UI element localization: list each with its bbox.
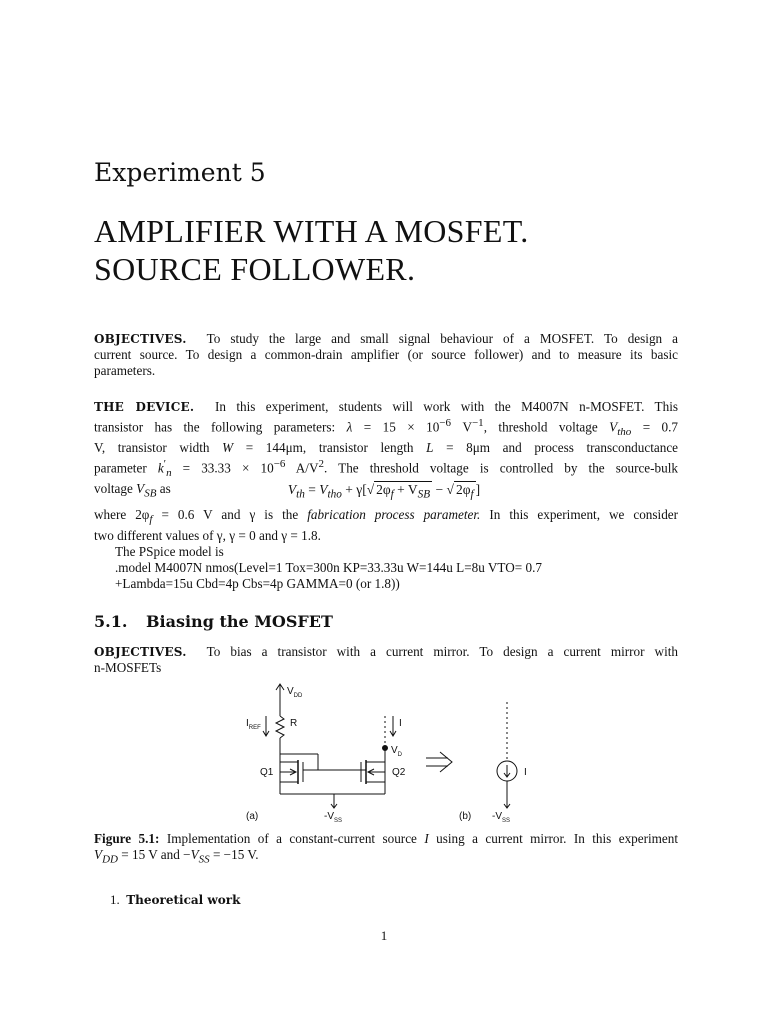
pspice-line-2: +Lambda=15u Cbd=4p Cbs=4p GAMMA=0 (or 1.8))	[115, 575, 400, 591]
threshold-equation	[0, 482, 768, 501]
chapter-title-line-2: SOURCE FOLLOWER.	[94, 251, 416, 287]
source-label: I	[524, 767, 527, 778]
q2-label: Q2	[392, 767, 406, 778]
after-eq-line-2: two different values of γ, γ = 0 and γ = 1.8.	[94, 527, 321, 543]
k-subscript: n	[166, 467, 172, 480]
eq-lhs-sub: th	[296, 488, 305, 501]
resistor-icon	[276, 716, 284, 738]
caption-text-3: = 15 V and −	[121, 847, 191, 862]
device-text-5: voltage	[94, 481, 133, 497]
vsb-symbol: V	[136, 481, 145, 497]
eq-close: ]	[475, 482, 481, 497]
l-symbol: L	[426, 440, 434, 456]
device-text-4: parameter	[94, 460, 147, 476]
objectives-text-1: To study the large and small signal behaviour of a MOSFET. To design a	[206, 331, 678, 346]
caption-text-2: using a current mirror. In this experiment	[436, 831, 679, 846]
q1-label: Q1	[260, 767, 274, 778]
eq-radical-2	[454, 481, 476, 501]
device-line-2	[94, 415, 678, 440]
objectives-paragraph	[94, 331, 678, 379]
caption-i-symbol: I	[424, 831, 429, 846]
vss-b-label: $-V_{SS}$	[492, 811, 511, 824]
eq-rad1-a: 2φ	[376, 482, 391, 497]
k-prime: ′	[163, 458, 167, 471]
k-exponent: −6	[273, 458, 286, 471]
list-number: 1.	[110, 892, 120, 907]
after-eq-sub: f	[149, 513, 153, 526]
device-text-2: transistor has the following parameters:	[94, 419, 336, 435]
lambda-unit-exponent: −1	[471, 417, 484, 429]
vth-symbol: V	[609, 419, 618, 435]
vth-text: , threshold voltage	[483, 419, 598, 435]
pspice-intro: The PSpice model is	[115, 543, 224, 559]
sqrt-icon: √	[446, 482, 454, 497]
section-heading	[94, 612, 333, 631]
caption-line-1	[94, 831, 678, 847]
k-unit: A/V	[295, 460, 319, 476]
section-objectives-lead: OBJECTIVES.	[94, 645, 187, 659]
k-unit-exponent: 2	[318, 458, 324, 471]
after-eq-line-1	[94, 507, 678, 528]
device-line-1	[94, 399, 678, 415]
device-line-4	[94, 456, 678, 481]
section-objectives-line-1	[94, 644, 678, 660]
lambda-symbol: λ	[346, 419, 353, 435]
device-text-1: In this experiment, students will work with the M4007N n-MOSFET. This	[215, 399, 679, 414]
vth-value: = 0.7	[642, 419, 679, 435]
after-eq-text-1c: In this experiment, we consider	[489, 507, 679, 522]
current-mirror-figure	[0, 676, 768, 826]
figure-labels	[246, 686, 527, 824]
device-text-5b: as	[159, 481, 171, 497]
eq-rad1-sub2: SB	[417, 488, 431, 501]
objectives-line-1	[94, 331, 678, 347]
vd-label: $V_D$	[391, 745, 403, 758]
eq-minus: −	[435, 482, 444, 497]
section-title: Biasing the MOSFET	[146, 612, 333, 631]
objectives-line-3: parameters.	[94, 363, 156, 378]
r-label: R	[290, 718, 298, 729]
vd-node-icon	[383, 746, 388, 751]
section-number: 5.1.	[94, 612, 128, 631]
l-value: = 8μm and process transconductance	[446, 440, 679, 456]
eq-plus-gamma: + γ[	[345, 482, 367, 497]
eq-rad2-sub: f	[470, 488, 474, 501]
device-line-3	[94, 440, 678, 456]
after-eq-text-1a: where 2φ	[94, 507, 150, 522]
eq-radical-1	[374, 481, 432, 501]
section-objectives-text-1: To bias a transistor with a current mirror. To design a current mirror with	[206, 644, 678, 659]
caption-lead: Figure 5.1:	[94, 831, 160, 846]
device-lead: THE DEVICE.	[94, 400, 195, 414]
caption-vss-sub: SS	[198, 853, 210, 866]
w-symbol: W	[222, 440, 234, 456]
eq-rad1-sub: f	[390, 488, 394, 501]
caption-vdd-sub: DD	[102, 853, 118, 866]
eq-rad1-b: + V	[397, 482, 418, 497]
lambda-value: = 15 × 10	[363, 419, 440, 435]
eq-equals: =	[308, 482, 316, 497]
caption-text-1: Implementation of a constant-current source	[166, 831, 417, 846]
section-objectives-line-2: n-MOSFETs	[94, 660, 162, 675]
panel-a-label: (a)	[246, 811, 259, 822]
iref-label: $I_{REF}$	[246, 718, 261, 731]
figure-caption	[94, 831, 678, 868]
vth-subscript: tho	[617, 426, 632, 439]
after-equation-paragraph	[94, 507, 678, 592]
caption-line-2	[94, 847, 678, 868]
objectives-line-2: current source. To design a common-drain amplifier (or source follower) and to measure its basic	[94, 347, 678, 362]
vdd-label: $V_{DD}$	[287, 686, 303, 699]
device-text-3: V, transistor width	[94, 440, 210, 456]
chapter-title	[94, 212, 529, 288]
after-eq-italic: fabrication process parameter.	[307, 507, 481, 522]
vss-label: $-V_{SS}$	[324, 811, 343, 824]
implies-arrow-icon	[440, 752, 452, 772]
section-objectives	[94, 644, 678, 676]
list-item	[110, 892, 240, 908]
figure-a-wiring	[263, 684, 517, 808]
lambda-exponent: −6	[439, 417, 452, 429]
eq-rad2-a: 2φ	[455, 482, 471, 497]
list-label: Theoretical work	[126, 893, 241, 907]
after-eq-text-1b: = 0.6 V and γ is the	[161, 507, 299, 522]
eq-v0: V	[319, 482, 328, 497]
k-symbol: k	[157, 460, 164, 476]
chapter-title-line-1: AMPLIFIER WITH A MOSFET.	[94, 213, 529, 249]
eq-v0-sub: tho	[327, 488, 342, 501]
chapter-label: Experiment 5	[94, 158, 266, 187]
i-label: I	[399, 718, 402, 729]
panel-b-label: (b)	[459, 811, 472, 822]
caption-vdd: V	[94, 847, 103, 862]
sqrt-icon: √	[366, 482, 375, 497]
lambda-unit: V	[462, 419, 472, 435]
objectives-lead: OBJECTIVES.	[94, 332, 187, 346]
device-text-4b: . The threshold voltage is controlled by the source-bulk	[324, 460, 679, 476]
k-value: = 33.33 × 10	[182, 460, 274, 476]
eq-lhs: V	[287, 482, 297, 497]
w-value: = 144μm, transistor length	[245, 440, 414, 456]
vsb-subscript: SB	[144, 487, 157, 500]
caption-vss: V	[190, 847, 199, 862]
pspice-line-1: .model M4007N nmos(Level=1 Tox=300n KP=33.33u W=144u L=8u VTO= 0.7	[115, 559, 542, 575]
caption-text-4: = −15 V.	[212, 847, 259, 862]
page-number: 1	[380, 928, 388, 943]
